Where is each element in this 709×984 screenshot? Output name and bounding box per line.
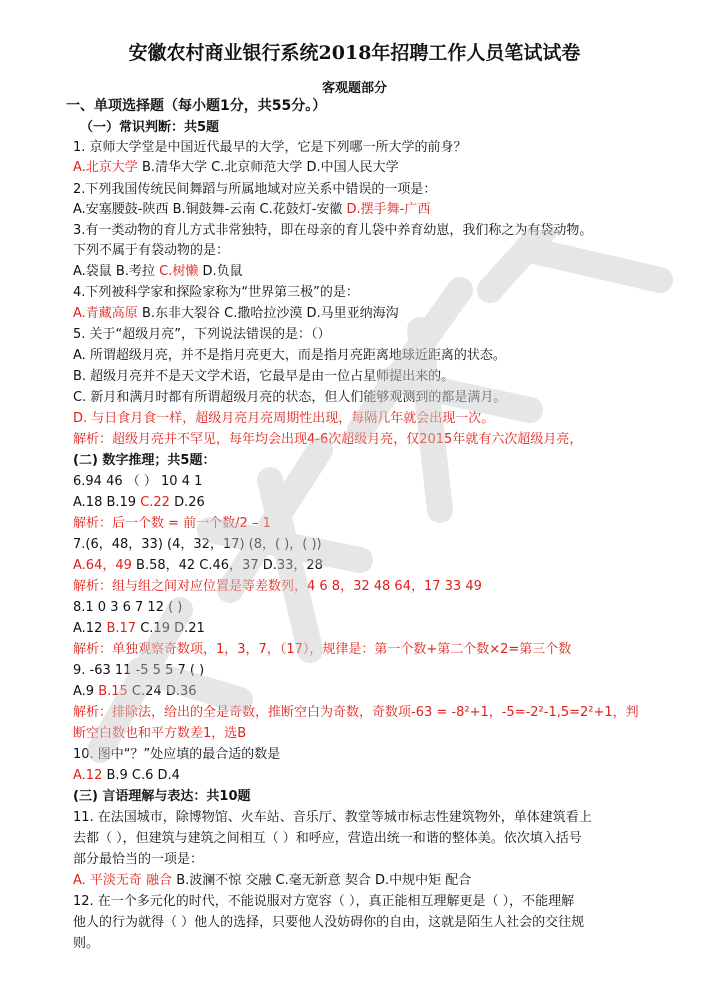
page-title: 安徽农村商业银行系统2018年招聘工作人员笔试试卷 [128,42,581,64]
answer-text: A.12 [73,768,103,783]
question-10-options: A.12 B.9 C.6 D.4 [73,768,180,783]
question-7-explanation: 解析：组与组之间对应位置是等差数列，4 6 8，32 48 64，17 33 49 [73,579,482,594]
question-8: 8.1 0 3 6 7 12 ( ) [73,600,183,615]
question-11-options: A. 平淡无奇 融合 B.波澜不惊 交融 C.毫无新意 契合 D.中规中矩 配合 [73,873,472,888]
question-5: 5. 关于“超级月亮”，下列说法错误的是：（） [73,327,331,342]
answer-text: B.15 [98,684,128,699]
question-12-cont: 则。 [73,936,100,951]
question-6-options: A.18 B.19 C.22 D.26 [73,495,205,510]
question-3-cont: 下列不属于有袋动物的是： [73,243,230,258]
question-7: 7.(6，48，33) (4，32，17) (8，( )，( )) [73,537,322,552]
answer-text: A.青藏高原 [73,306,138,321]
question-5-option-c: C. 新月和满月时都有所谓超级月亮的状态，但人们能够观测到的都是满月。 [73,390,507,405]
question-7-options: A.64，49 B.58，42 C.46，37 D.33，28 [73,558,323,573]
question-2: 2.下列我国传统民间舞蹈与所属地域对应关系中错误的一项是： [73,182,437,197]
answer-text: A.64，49 [73,558,132,573]
question-11: 11. 在法国城市，除博物馆、火车站、音乐厅、教堂等城市标志性建筑物外，单体建筑看上 [73,810,592,825]
question-12: 12. 在一个多元化的时代，不能说服对方宽容（ ），真正能相互理解更是（ ），不能理解 [73,894,575,909]
answer-text: C.树懒 [159,264,199,279]
question-6: 6.94 46 （ ） 10 4 1 [73,474,203,489]
answer-text: A.北京大学 [73,160,138,175]
question-8-explanation: 解析：单独观察奇数项，1，3，7，（17），规律是：第一个数+第二个数×2=第三个数 [73,642,572,657]
question-10: 10. 图中“？”处应填的最合适的数是 [73,747,281,762]
question-11-cont: 部分最恰当的一项是： [73,852,204,867]
question-1-options: A.北京大学 B.清华大学 C.北京师范大学 D.中国人民大学 [73,160,399,175]
answer-text: C.22 [140,495,170,510]
question-1: 1. 京师大学堂是中国近代最早的大学，它是下列哪一所大学的前身？ [73,140,467,155]
question-4-options: A.青藏高原 B.东非大裂谷 C.撒哈拉沙漠 D.马里亚纳海沟 [73,306,399,321]
question-9-explanation: 解析：排除法，给出的全是奇数，推断空白为奇数，奇数项-63 = -8²+1，-5=-2²-1,5=2²+1，判 [73,705,639,720]
question-5-option-d: D. 与日食月食一样，超级月亮月亮周期性出现，每隔几年就会出现一次。 [73,411,495,426]
question-8-options: A.12 B.17 C.19 D.21 [73,621,205,636]
question-5-explanation: 解析：超级月亮并不罕见，每年均会出现4-6次超级月亮，仅2015年就有六次超级月亮， [73,432,583,447]
answer-text: D.摆手舞-广西 [346,202,431,217]
section1-heading: （一）常识判断：共5题 [80,120,220,135]
question-9-options: A.9 B.15 C.24 D.36 [73,684,197,699]
question-3: 3.有一类动物的育儿方式非常独特，即在母亲的育儿袋中养育幼崽，我们称之为有袋动物。 [73,223,593,238]
question-6-explanation: 解析：后一个数 = 前一个数/2 – 1 [73,516,271,531]
question-4: 4.下列被科学家和探险家称为“世界第三极”的是： [73,285,359,300]
page-subtitle: 客观题部分 [321,81,387,96]
question-2-options: A.安塞腰鼓-陕西 B.铜鼓舞-云南 C.花鼓灯-安徽 D.摆手舞-广西 [73,202,431,217]
section2-heading: (二) 数字推理；共5题： [73,453,216,468]
question-5-option-a: A. 所谓超级月亮，并不是指月亮更大，而是指月亮距离地球近距离的状态。 [73,348,506,363]
question-9: 9. -63 11 -5 5 5 7 ( ) [73,663,205,678]
question-11-cont: 去都（ ），但建筑与建筑之间相互（ ）和呼应，营造出统一和谐的整体美。依次填入括号 [73,831,582,846]
question-9-explanation-cont: 断空白数也和平方数差1，选B [73,726,247,741]
question-3-options: A.袋鼠 B.考拉 C.树懒 D.负鼠 [73,264,243,279]
part1-heading: 一、单项选择题（每小题1分，共55分。） [66,98,327,114]
question-5-option-b: B. 超级月亮并不是天文学术语，它最早是由一位占星师提出来的。 [73,369,455,384]
answer-text: A. 平淡无奇 融合 [73,873,173,888]
answer-text: B.17 [106,621,137,636]
question-12-cont: 他人的行为就得（ ）他人的选择，只要他人没妨碍你的自由，这就是陌生人社会的交往规 [73,915,585,930]
section3-heading: (三) 言语理解与表达：共10题 [73,789,251,804]
